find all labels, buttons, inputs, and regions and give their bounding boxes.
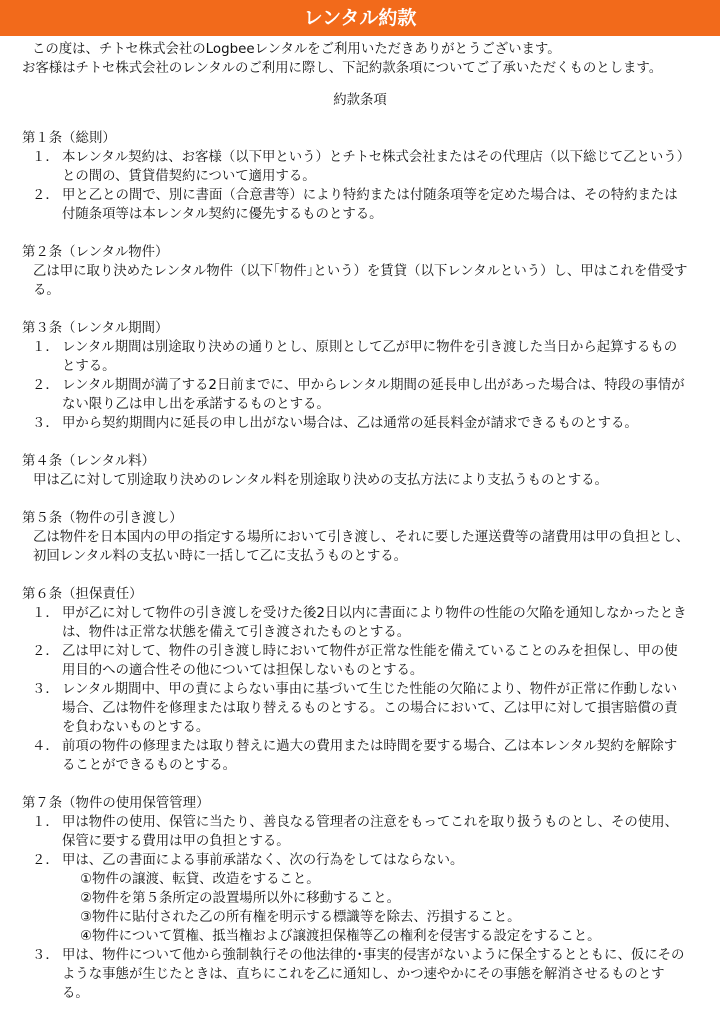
item-text: レンタル期間は別途取り決めの通りとし、原則として乙が甲に物件を引き渡した当日から起算するものとする。 [62,340,678,374]
article-body: 乙は物件を日本国内の甲の指定する場所において引き渡し、それに要した運送費等の諸費用は甲の負担とし、初回レンタル料の支払い時に一括して乙に支払うものとする。 [33,530,690,564]
item-number: ３． [32,948,59,963]
article-item [32,680,690,737]
item-text: 前項の物件の修理または取り替えに過大の費用または時間を要する場合、乙は本レンタル契約を解除することができるものとする。 [62,739,678,773]
item-text: 甲は、物件について他から強制執行その他法律的･事実的侵害がないように保全するとともに、仮にそのような事態が生じたときは、直ちにこれを乙に通知し、かつ速やかにその事態を解消させるものとする。 [62,948,685,1001]
article-title: 第５条（物件の引き渡し） [22,511,183,526]
article-item [32,851,690,946]
article-item [32,414,690,433]
articles-list [0,129,720,1003]
item-number: ４． [32,739,59,754]
item-number: ２． [32,188,59,203]
article-title: 第４条（レンタル料） [22,454,156,469]
article-5 [0,509,720,566]
item-number: １． [32,150,59,165]
article-title: 第２条（レンタル物件） [22,245,169,260]
item-text: 本レンタル契約は、お客様（以下甲という）とチトセ株式会社またはその代理店（以下総じて乙という）との間の、賃貸借契約について適用する。 [62,150,684,184]
item-text: レンタル期間が満了する2日前までに、甲からレンタル期間の延長申し出があった場合は、特段の事情がない限り乙は申し出を承諾するものとする。 [62,378,685,412]
article-body: 甲は乙に対して別途取り決めのレンタル料を別途取り決めの支払方法により支払うものとする。 [33,473,608,488]
item-number: ３． [32,682,59,697]
item-number: ３． [32,416,59,431]
article-7 [0,794,720,1003]
item-text: 甲と乙との間で、別に書面（合意書等）により特約または付随条項等を定めた場合は、その特約または付随条項等は本レンタル契約に優先するものとする。 [62,188,678,222]
section-heading: 約款条項 [333,93,387,108]
article-1 [0,129,720,224]
item-text: 乙は甲に対して、物件の引き渡し時において物件が正常な性能を備えていることのみを担保し、甲の使用目的への適合性その他については担保しないものとする。 [62,644,678,678]
article-items [0,813,720,1003]
article-body: 乙は甲に取り決めたレンタル物件（以下｢物件｣という）を賃貸（以下レンタルという）し、甲はこれを借受する。 [33,264,688,298]
article-2 [0,243,720,300]
item-text: 甲が乙に対して物件の引き渡しを受けた後2日以内に書面により物件の性能の欠陥を通知しなかったときは、物件は正常な状態を備えて引き渡されたものとする。 [62,606,687,640]
page-title: レンタル約款 [0,0,720,36]
terms-content [0,40,720,1022]
sub-item-list [62,870,690,946]
article-item [32,737,690,775]
article-title: 第６条（担保責任） [22,587,143,602]
item-number: ２． [32,378,59,393]
article-title: 第７条（物件の使用保管管理） [22,796,210,811]
item-number: １． [32,340,59,355]
article-item [32,604,690,642]
item-number: ２． [32,853,59,868]
sub-item: ③物件に貼付された乙の所有権を明示する標識等を除去、汚損すること。 [80,910,521,925]
item-text: 甲は物件の使用、保管に当たり、善良なる管理者の注意をもってこれを取り扱うものとし、その使用、保管に要する費用は甲の負担とする。 [62,815,678,849]
intro-line-1: この度は、チトセ株式会社のLogbeeレンタルをご利用いただきありがとうございます。 [32,42,561,57]
item-text: 甲から契約期間内に延長の申し出がない場合は、乙は通常の延長料金が請求できるものとする。 [62,416,638,431]
item-number: １． [32,815,59,830]
article-items [0,148,720,224]
intro [22,40,720,78]
article-item [32,642,690,680]
article-items [0,338,720,433]
item-number: ２． [32,644,59,659]
article-item [32,813,690,851]
article-6 [0,585,720,775]
intro-line-2: お客様はチトセ株式会社のレンタルのご利用に際し、下記約款条項についてご了承いただくものとします。 [22,61,663,76]
article-title: 第１条（総則） [22,131,116,146]
article-title: 第３条（レンタル期間） [22,321,169,336]
article-item [32,186,690,224]
article-items [0,604,720,775]
article-item [32,376,690,414]
article-3 [0,319,720,433]
article-item [32,946,690,1003]
sub-item: ②物件を第５条所定の設置場所以外に移動すること。 [80,891,400,906]
sub-item: ④物件について質権、抵当権および譲渡担保権等乙の権利を侵害する設定をすること。 [80,929,601,944]
article-4 [0,452,720,490]
article-item [32,338,690,376]
item-text: 甲は、乙の書面による事前承諾なく、次の行為をしてはならない。 [62,853,464,868]
sub-item: ①物件の譲渡、転貸、改造をすること。 [80,872,320,887]
item-text: レンタル期間中、甲の責によらない事由に基づいて生じた性能の欠陥により、物件が正常に作動しない場合、乙は物件を修理または取り替えるものとする。この場合において、乙は甲に対して損害賠償の責を負わないものとする。 [62,682,678,735]
item-number: １． [32,606,59,621]
article-item [32,148,690,186]
